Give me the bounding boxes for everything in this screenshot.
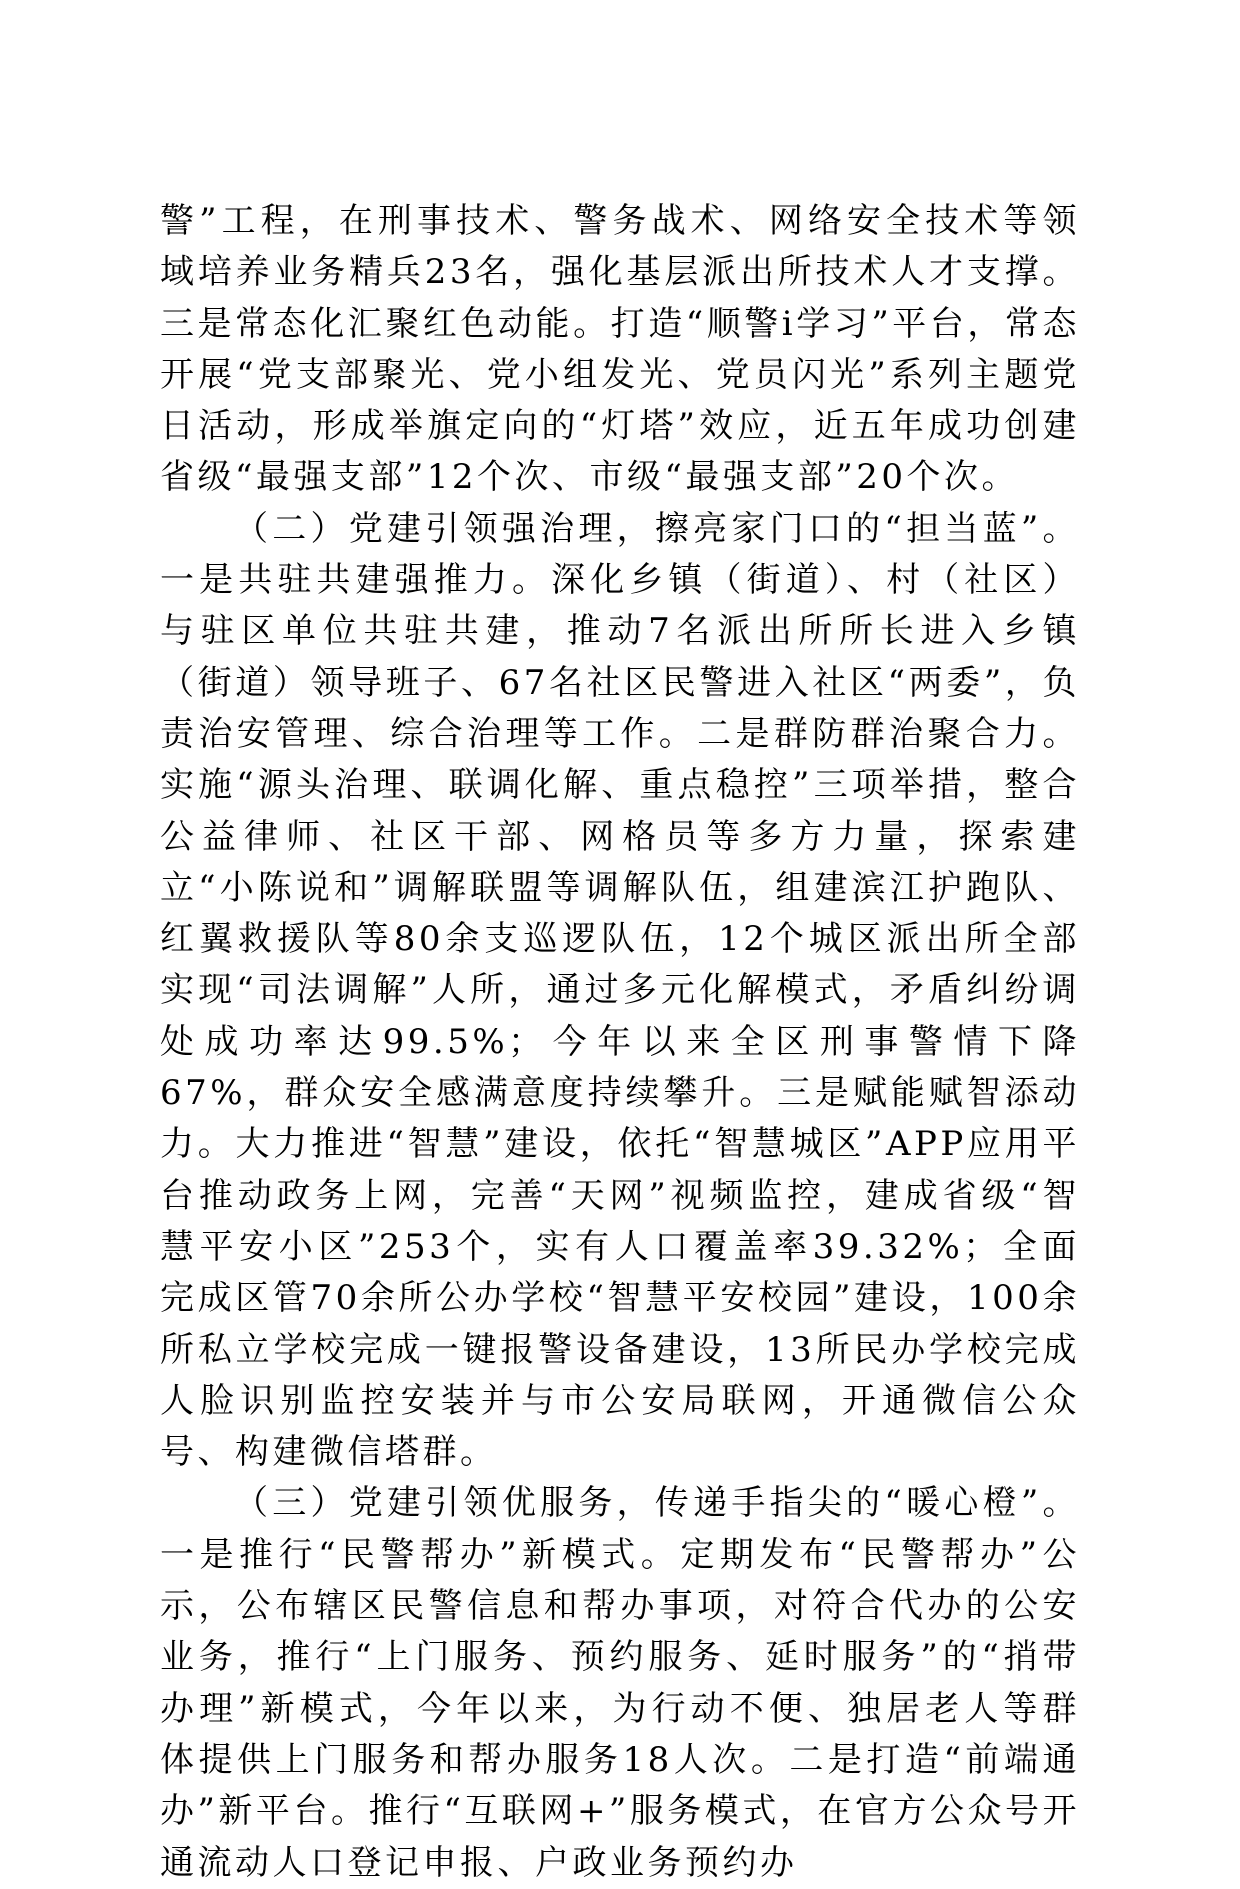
paragraph-3: （三）党建引领优服务，传递手指尖的“暖心橙”。一是推行“民警帮办”新模式。定期发布“民警帮办”公示，公布辖区民警信息和帮办事项，对符合代办的公安业务，推行“上门服务、预约服务、延时服务”的“捎带办理”新模式，今年以来，为行动不便、独居老人等群体提供上门服务和帮办服务18人次。二是打造“前端通办”新平台。推行“互联网+”服务模式，在官方公众号开通流动人口登记申报、户政业务预约办 xyxy=(160,1483,1080,1883)
paragraph-2: （二）党建引领强治理，擦亮家门口的“担当蓝”。一是共驻共建强推力。深化乡镇（街道）、村（社区）与驻区单位共驻共建，推动7名派出所所长进入乡镇（街道）领导班子、67名社区民警进入社区“两委”，负责治安管理、综合治理等工作。二是群防群治聚合力。实施“源头治理、联调化解、重点稳控”三项举措，整合公益律师、社区干部、网格员等多方力量，探索建立“小陈说和”调解联盟等调解队伍，组建滨江护跑队、红翼救援队等80余支巡逻队伍，12个城区派出所全部实现“司法调解”人所，通过多元化解模式，矛盾纠纷调处成功率达99.5%；今年以来全区刑事警情下降67%，群众安全感满意度持续攀升。三是赋能赋智添动力。大力推进“智慧”建设，依托“智慧城区”APP应用平台推动政务上网，完善“天网”视频监控，建成省级“智慧平安小区”253个，实有人口覆盖率39.32%；全面完成区管70余所公办学校“智慧平安校园”建设，100余所私立学校完成一键报警设备建设，13所民办学校完成人脸识别监控安装并与市公安局联网，开通微信公众号、构建微信塔群。 xyxy=(160,508,1080,1473)
document-page xyxy=(160,196,1080,1889)
paragraph-1: 警”工程，在刑事技术、警务战术、网络安全技术等领域培养业务精兵23名，强化基层派出所技术人才支撑。三是常态化汇聚红色动能。打造“顺警i学习”平台，常态开展“党支部聚光、党小组发光、党员闪光”系列主题党日活动，形成举旗定向的“灯塔”效应，近五年成功创建省级“最强支部”12个次、市级“最强支部”20个次。 xyxy=(160,201,1080,498)
